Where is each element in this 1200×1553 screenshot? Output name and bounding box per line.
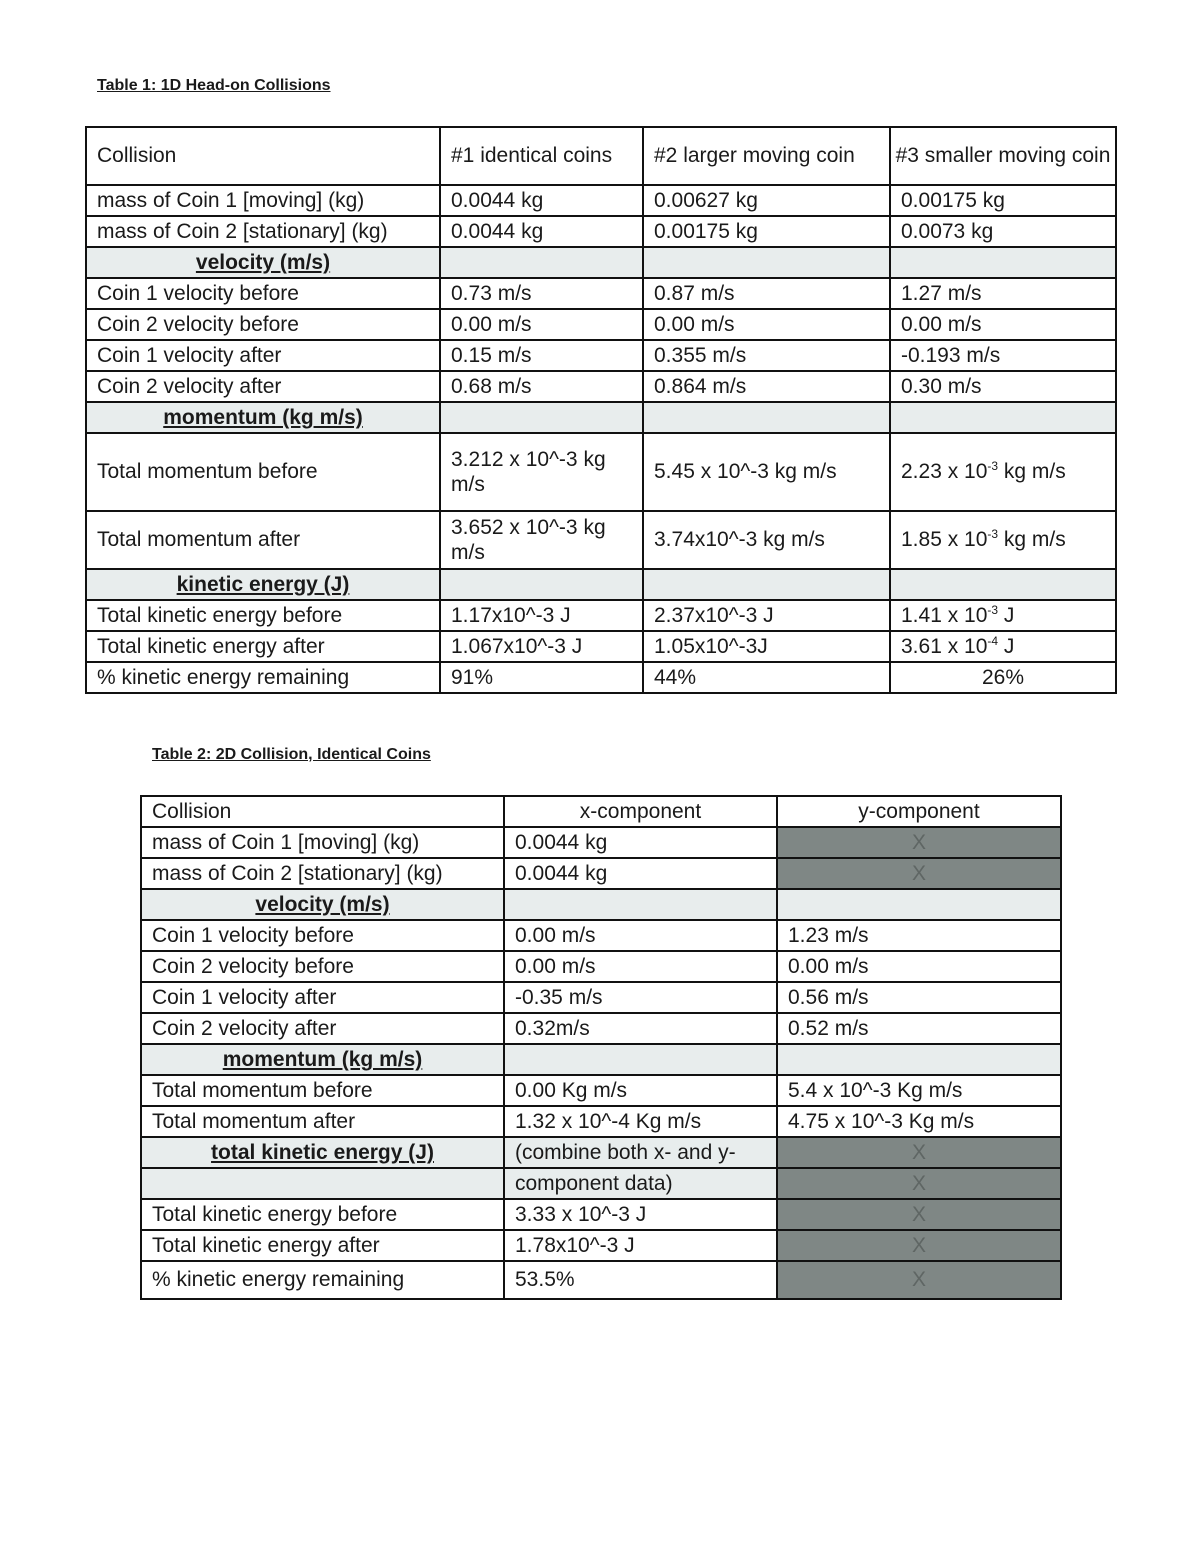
cell-value: 1.85 x $10^{-3}$ kg m/s xyxy=(890,511,1116,569)
cell-value: 1.78x10^-3 J xyxy=(504,1230,777,1261)
row-label: mass of Coin 1 [moving] (kg) xyxy=(86,185,440,216)
cell-value: 1.41 x $10^{-3}$ J xyxy=(890,600,1116,631)
table-row xyxy=(86,371,1116,402)
row-label: Coin 1 velocity before xyxy=(141,920,504,951)
table-1-title: Table 1: 1D Head-on Collisions xyxy=(97,77,331,94)
row-label: Coin 1 velocity after xyxy=(86,340,440,371)
cell-value: -0.35 m/s xyxy=(504,982,777,1013)
table-row xyxy=(141,827,1061,858)
cell-value: 0.00 m/s xyxy=(890,309,1116,340)
row-label: Total momentum after xyxy=(86,511,440,569)
table-header-row xyxy=(141,796,1061,827)
cell-value: 0.15 m/s xyxy=(440,340,643,371)
section-label: momentum (kg m/s) xyxy=(141,1044,504,1075)
table-row xyxy=(86,631,1116,662)
cell-value: 0.00627 kg xyxy=(643,185,890,216)
cell-value: 1.05x10^-3J xyxy=(643,631,890,662)
table-row xyxy=(141,1106,1061,1137)
cell-value: X xyxy=(777,827,1061,858)
cell-value: component data) xyxy=(504,1168,777,1199)
row-label: Total kinetic energy before xyxy=(141,1199,504,1230)
cell-value: X xyxy=(777,1261,1061,1299)
cell-value xyxy=(890,402,1116,433)
cell-value xyxy=(890,247,1116,278)
cell-value: 0.87 m/s xyxy=(643,278,890,309)
cell-value: 0.68 m/s xyxy=(440,371,643,402)
row-label: Total momentum after xyxy=(141,1106,504,1137)
row-label: Coin 2 velocity before xyxy=(141,951,504,982)
section-label: kinetic energy (J) xyxy=(86,569,440,600)
cell-value: X xyxy=(777,858,1061,889)
table-row xyxy=(141,858,1061,889)
cell-value: 0.00175 kg xyxy=(643,216,890,247)
row-label: Total kinetic energy after xyxy=(141,1230,504,1261)
cell-value: 0.56 m/s xyxy=(777,982,1061,1013)
table-2-title: Table 2: 2D Collision, Identical Coins xyxy=(152,746,431,763)
cell-value xyxy=(504,889,777,920)
cell-value: 0.0073 kg xyxy=(890,216,1116,247)
table-row xyxy=(86,309,1116,340)
table-row xyxy=(141,951,1061,982)
cell-value: 0.30 m/s xyxy=(890,371,1116,402)
cell-value: 0.00 m/s xyxy=(504,951,777,982)
row-label: mass of Coin 2 [stationary] (kg) xyxy=(141,858,504,889)
cell-value: 0.52 m/s xyxy=(777,1013,1061,1044)
row-label: Coin 2 velocity before xyxy=(86,309,440,340)
cell-value: 53.5% xyxy=(504,1261,777,1299)
header-cell: y-component xyxy=(777,796,1061,827)
cell-value: 0.00 m/s xyxy=(643,309,890,340)
cell-value: 3.74x10^-3 kg m/s xyxy=(643,511,890,569)
cell-value xyxy=(777,889,1061,920)
cell-value: (combine both x- and y- xyxy=(504,1137,777,1168)
row-label: mass of Coin 1 [moving] (kg) xyxy=(141,827,504,858)
cell-value: 1.067x10^-3 J xyxy=(440,631,643,662)
cell-value: 0.355 m/s xyxy=(643,340,890,371)
cell-value: 0.00 Kg m/s xyxy=(504,1075,777,1106)
table-row xyxy=(86,216,1116,247)
cell-value: 0.0044 kg xyxy=(440,216,643,247)
section-label: velocity (m/s) xyxy=(141,889,504,920)
header-cell: Collision xyxy=(141,796,504,827)
table-row xyxy=(141,1261,1061,1299)
cell-value xyxy=(504,1044,777,1075)
cell-value: 5.45 x 10^-3 kg m/s xyxy=(643,433,890,511)
row-label: Total kinetic energy before xyxy=(86,600,440,631)
section-row xyxy=(86,247,1116,278)
cell-value xyxy=(643,402,890,433)
cell-value: 0.00 m/s xyxy=(504,920,777,951)
section-row xyxy=(141,1137,1061,1168)
cell-value: X xyxy=(777,1137,1061,1168)
cell-value: 4.75 x 10^-3 Kg m/s xyxy=(777,1106,1061,1137)
section-label: momentum (kg m/s) xyxy=(86,402,440,433)
section-label: velocity (m/s) xyxy=(86,247,440,278)
table-header-row xyxy=(86,127,1116,185)
table-row xyxy=(141,920,1061,951)
cell-value: 0.00 m/s xyxy=(440,309,643,340)
section-label: total kinetic energy (J) xyxy=(141,1137,504,1168)
row-label: Coin 1 velocity before xyxy=(86,278,440,309)
cell-value xyxy=(643,247,890,278)
row-label: Coin 1 velocity after xyxy=(141,982,504,1013)
cell-value: X xyxy=(777,1199,1061,1230)
row-label: Total kinetic energy after xyxy=(86,631,440,662)
cell-value: 1.17x10^-3 J xyxy=(440,600,643,631)
cell-value: X xyxy=(777,1168,1061,1199)
row-label: Total momentum before xyxy=(86,433,440,511)
section-row xyxy=(141,1044,1061,1075)
cell-value: 3.212 x 10^-3 kg m/s xyxy=(440,433,643,511)
table-row xyxy=(86,600,1116,631)
cell-value: 26% xyxy=(890,662,1116,693)
row-label: Coin 2 velocity after xyxy=(141,1013,504,1044)
row-label: % kinetic energy remaining xyxy=(141,1261,504,1299)
cell-value: 0.0044 kg xyxy=(504,858,777,889)
cell-value: 2.37x10^-3 J xyxy=(643,600,890,631)
section-label xyxy=(141,1168,504,1199)
header-cell: #3 smaller moving coin xyxy=(890,127,1116,185)
table-2-2d-collision xyxy=(140,795,1062,1300)
section-row xyxy=(141,1168,1061,1199)
cell-value xyxy=(777,1044,1061,1075)
cell-value: 0.32m/s xyxy=(504,1013,777,1044)
table-row xyxy=(86,185,1116,216)
table-row xyxy=(141,1075,1061,1106)
row-label: Total momentum before xyxy=(141,1075,504,1106)
header-cell: #1 identical coins xyxy=(440,127,643,185)
table-row xyxy=(86,278,1116,309)
row-label: mass of Coin 2 [stationary] (kg) xyxy=(86,216,440,247)
table-row xyxy=(86,511,1116,569)
cell-value xyxy=(440,569,643,600)
table-row xyxy=(86,433,1116,511)
cell-value: X xyxy=(777,1230,1061,1261)
cell-value xyxy=(643,569,890,600)
table-row xyxy=(86,662,1116,693)
cell-value: 0.864 m/s xyxy=(643,371,890,402)
cell-value: 5.4 x 10^-3 Kg m/s xyxy=(777,1075,1061,1106)
table-row xyxy=(141,1199,1061,1230)
cell-value: 3.652 x 10^-3 kg m/s xyxy=(440,511,643,569)
header-cell: #2 larger moving coin xyxy=(643,127,890,185)
cell-value: 91% xyxy=(440,662,643,693)
cell-value: 1.23 m/s xyxy=(777,920,1061,951)
cell-value xyxy=(440,402,643,433)
cell-value: 0.73 m/s xyxy=(440,278,643,309)
cell-value: 1.27 m/s xyxy=(890,278,1116,309)
cell-value: 3.33 x 10^-3 J xyxy=(504,1199,777,1230)
table-row xyxy=(86,340,1116,371)
cell-value: 44% xyxy=(643,662,890,693)
table-row xyxy=(141,1013,1061,1044)
cell-value xyxy=(440,247,643,278)
cell-value: 0.0044 kg xyxy=(440,185,643,216)
table-1-1d-collisions xyxy=(85,126,1117,694)
cell-value: 3.61 x $10^{-4}$ J xyxy=(890,631,1116,662)
cell-value: -0.193 m/s xyxy=(890,340,1116,371)
cell-value xyxy=(890,569,1116,600)
header-cell: x-component xyxy=(504,796,777,827)
header-cell: Collision xyxy=(86,127,440,185)
table-row xyxy=(141,982,1061,1013)
table-row xyxy=(141,1230,1061,1261)
cell-value: 2.23 x $10^{-3}$ kg m/s xyxy=(890,433,1116,511)
row-label: Coin 2 velocity after xyxy=(86,371,440,402)
cell-value: 0.00175 kg xyxy=(890,185,1116,216)
cell-value: 1.32 x 10^-4 Kg m/s xyxy=(504,1106,777,1137)
section-row xyxy=(86,569,1116,600)
cell-value: 0.0044 kg xyxy=(504,827,777,858)
row-label: % kinetic energy remaining xyxy=(86,662,440,693)
section-row xyxy=(86,402,1116,433)
section-row xyxy=(141,889,1061,920)
cell-value: 0.00 m/s xyxy=(777,951,1061,982)
